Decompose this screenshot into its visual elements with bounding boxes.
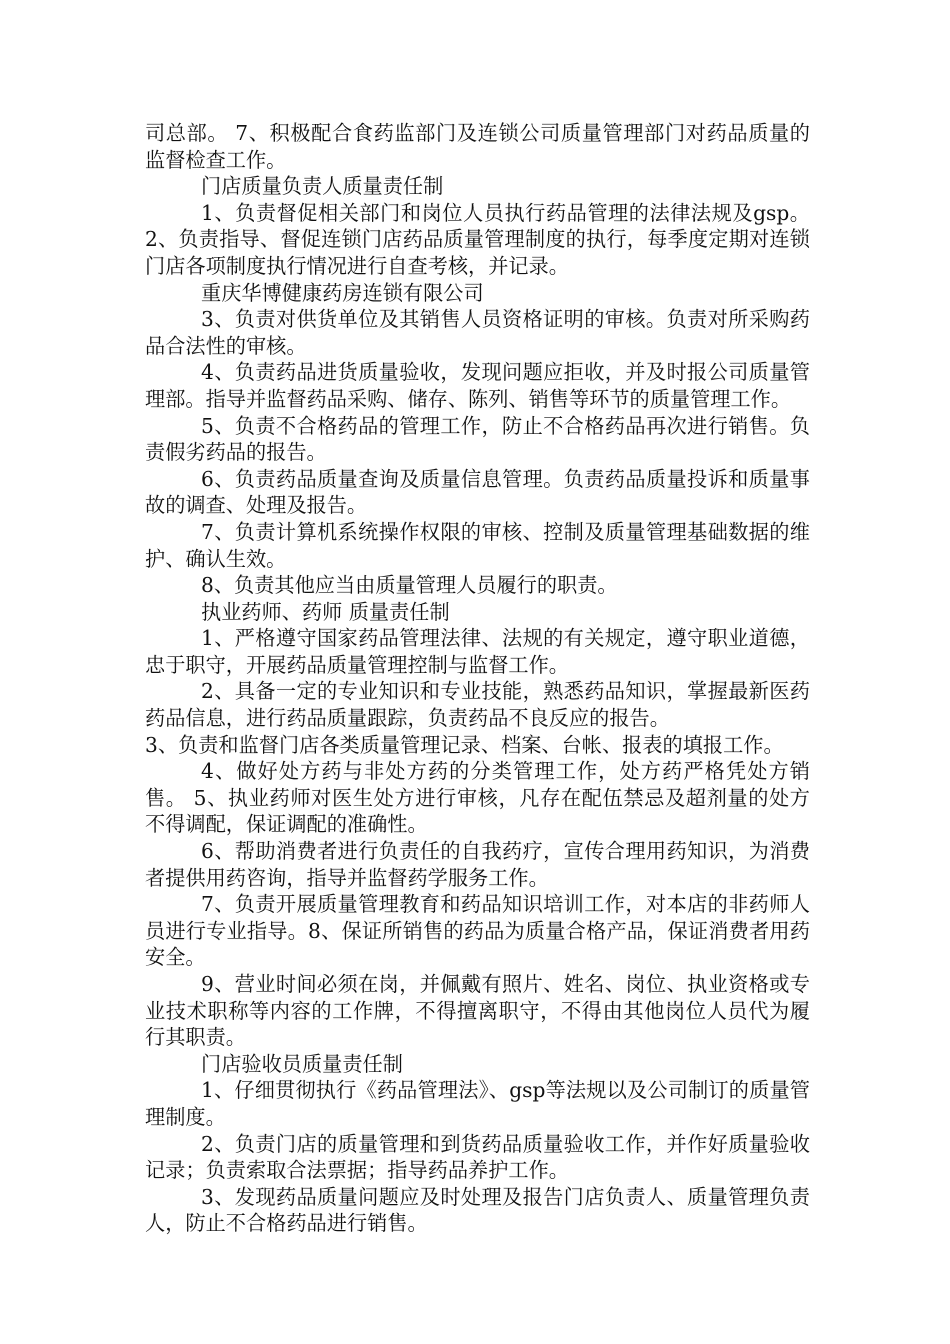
paragraph: 7、负责开展质量管理教育和药品知识培训工作，对本店的非药师人员进行专业指导。8、保证所销售的药品为质量合格产品，保证消费者用药安全。	[145, 892, 810, 970]
section-heading-store-quality-manager: 门店质量负责人质量责任制	[201, 174, 444, 199]
paragraph: 4、负责药品进货质量验收，发现问题应拒收，并及时报公司质量管理部。指导并监督药品采购、储存、陈列、销售等环节的质量管理工作。	[145, 360, 810, 411]
paragraph: 1、仔细贯彻执行《药品管理法》、gsp等法规以及公司制订的质量管理制度。	[145, 1078, 810, 1129]
paragraph: 1、负责督促相关部门和岗位人员执行药品管理的法律法规及gsp。 2、负责指导、督促连锁门店药品质量管理制度的执行，每季度定期对连锁门店各项制度执行情况进行自查考核，并记录。	[145, 200, 810, 278]
paragraph: 6、负责药品质量查询及质量信息管理。负责药品质量投诉和质量事故的调查、处理及报告。	[145, 466, 810, 518]
section-heading-inspector: 门店验收员质量责任制	[201, 1051, 403, 1076]
paragraph: 5、负责不合格药品的管理工作，防止不合格药品再次进行销售。负责假劣药品的报告。	[145, 413, 810, 465]
paragraph: 4、做好处方药与非处方药的分类管理工作，处方药严格凭处方销售。 5、执业药师对医生处方进行审核，凡存在配伍禁忌及超剂量的处方不得调配，保证调配的准确性。	[145, 759, 810, 837]
paragraph: 1、严格遵守国家药品管理法律、法规的有关规定，遵守职业道德，忠于职守，开展药品质量管理控制与监督工作。	[145, 626, 810, 677]
paragraph: 7、负责计算机系统操作权限的审核、控制及质量管理基础数据的维护、确认生效。	[145, 519, 810, 571]
paragraph: 3、负责和监督门店各类质量管理记录、档案、台帐、报表的填报工作。	[145, 732, 784, 757]
document-page	[145, 120, 810, 1237]
paragraph: 3、负责对供货单位及其销售人员资格证明的审核。负责对所采购药品合法性的审核。	[145, 307, 810, 358]
paragraph: 2、具备一定的专业知识和专业技能，熟悉药品知识，掌握最新医药药品信息，进行药品质量跟踪，负责药品不良反应的报告。	[145, 679, 810, 731]
paragraph: 9、营业时间必须在岗，并佩戴有照片、姓名、岗位、执业资格或专业技术职称等内容的工作牌，不得擅离职守，不得由其他岗位人员代为履行其职责。	[145, 972, 810, 1050]
paragraph: 6、帮助消费者进行负责任的自我药疗，宣传合理用药知识，为消费者提供用药咨询，指导并监督药学服务工作。	[145, 839, 810, 890]
paragraph: 2、负责门店的质量管理和到货药品质量验收工作，并作好质量验收记录；负责索取合法票据；指导药品养护工作。	[145, 1131, 810, 1183]
section-heading-pharmacist: 执业药师、药师 质量责任制	[201, 599, 450, 624]
paragraph-continuation: 司总部。 7、积极配合食药监部门及连锁公司质量管理部门对药品质量的监督检查工作。	[145, 121, 810, 172]
company-name: 重庆华博健康药房连锁有限公司	[201, 280, 484, 305]
paragraph: 8、负责其他应当由质量管理人员履行的职责。	[201, 573, 618, 598]
paragraph: 3、发现药品质量问题应及时处理及报告门店负责人、质量管理负责人，防止不合格药品进行销售。	[145, 1184, 810, 1236]
